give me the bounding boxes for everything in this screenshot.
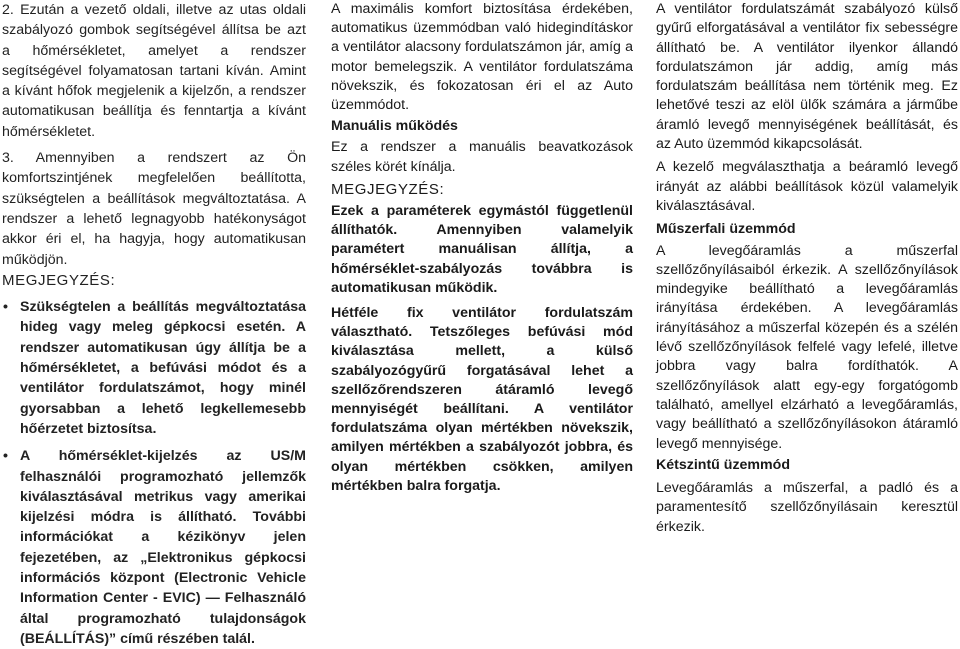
- column-right: [656, 0, 958, 537]
- note-bullet-text: Szükségtelen a beállítás megváltoztatása hideg vagy meleg gépkocsi esetén. A rendszer automatikusan úgy állítja be a hőmérsékletet, a befúvási módot és a ventilátor fordulatszámot, hogy minél gyorsabban a lehető legkellemesebb hőérzetet biztosítsa.: [20, 299, 306, 437]
- bullet-icon: •: [3, 299, 8, 316]
- note-heading: MEGJEGYZÉS:: [331, 180, 445, 198]
- note-bold-paragraph: Ezek a paraméterek egymástól függetlenül állíthatók. Amennyiben valamelyik paramétert manuálisan állítja, a hőmérséklet-szabályozás továbbra is automatikusan működik.: [331, 203, 633, 296]
- airflow-direction-paragraph: A kezelő megválaszthatja a beáramló levegő irányát az alábbi beállítások közül valamelyik kiválasztásával.: [656, 159, 958, 214]
- note-bullet-item: [2, 297, 306, 439]
- step-2-paragraph: 2. Ezután a vezető oldali, illetve az utas oldali szabályozó gombok segítségével állítsa be azt a hőmérsékletet, amelyet a rendszer segítségével folyamatosan tartani kíván. Amint a kívánt hőfok megjelenik a kijelzőn, a rendszer automatikusan beállítja és fenntartja a kívánt hőmérsékletet.: [2, 2, 306, 140]
- manual-paragraph: Ez a rendszer a manuális beavatkozások széles körét kínálja.: [331, 139, 633, 175]
- step-3-paragraph: 3. Amennyiben a rendszert az Ön komfortszintjének megfelelően beállította, szükségtelen a beállítások megváltoztatása. A rendszer a lehető legnagyobb hatékonyságot akkor éri el, ha hagyja, hogy automatikusan működjön.: [2, 150, 306, 268]
- note-bullet-item: [2, 446, 306, 649]
- bullet-icon: •: [3, 448, 8, 465]
- note-bullet-text: A hőmérséklet-kijelzés az US/M felhasználói programozható jellemzők kiválasztásával metrikus vagy amerikai kijelzési módra is állítható. További információkat a kézikönyv jelen fejezetében, az „Elektronikus gépkocsi információs központ (Electronic Vehicle Information Center - EVIC) — Felhasználó által programozható tulajdonságok (BEÁLLÍTÁS)” című részében talál.: [20, 448, 306, 647]
- note-heading: MEGJEGYZÉS:: [2, 271, 116, 289]
- bilevel-mode-paragraph: Levegőáramlás a műszerfal, a padló és a paramentesítő szellőzőnyílásain keresztül érkezik.: [656, 480, 958, 535]
- dash-mode-heading: Műszerfali üzemmód: [656, 221, 796, 238]
- note-bullet-list: [2, 297, 306, 649]
- manual-heading: Manuális működés: [331, 118, 458, 135]
- column-left: [2, 0, 306, 649]
- bilevel-mode-heading: Kétszintű üzemmód: [656, 456, 790, 473]
- fan-speed-bold-paragraph: Hétféle fix ventilátor fordulatszám választható. Tetszőleges befúvási mód kiválasztása mellett, a külső szabályozógyűrű forgatásával lehet a szellőzőrendszeren átáramló levegő mennyiségét beállítani. A ventilátor fordulatszáma olyan mértékben növekszik, amilyen mértékben a szabályozót jobbra, és olyan mértékben csökken, amilyen mértékben balra forgatja.: [331, 305, 633, 494]
- auto-mode-paragraph: A maximális komfort biztosítása érdekében, automatikus üzemmódban való hidegindításkor a ventilátor alacsony fordulatszámon jár, amíg a motor bemelegszik. A ventilátor fordulatszáma növekszik, és fokozatosan éri el az Auto üzemmódot.: [331, 1, 633, 114]
- fan-ring-paragraph: A ventilátor fordulatszámát szabályozó külső gyűrű elforgatásával a ventilátor fix sebességre állítható be. A ventilátor ilyenkor állandó fordulatszámon jár addig, amíg más fordulatszám beállítása nem történik meg. Ez lehetővé teszi az elöl ülők számára a járműbe áramló levegő mennyiségének beállítását, és az Auto üzemmód kikapcsolását.: [656, 1, 958, 153]
- column-middle: [331, 0, 633, 496]
- dash-mode-paragraph: A levegőáramlás a műszerfal szellőzőnyílásaiból érkezik. A szellőzőnyílások mindegyike beállítható a levegőáramlás irányítása érdekében. A levegőáramlás irányításához a műszerfal közepén és a szélén lévő szellőzőnyílások felfelé vagy lefelé, illetve jobbra vagy balra fordíthatók. A szellőzőnyílások alatt egy-egy forgatógomb található, amellyel elzárható a levegőáramlás, vagy beállítható a szellőzőnyílásokon átáramló levegő mennyisége.: [656, 242, 958, 452]
